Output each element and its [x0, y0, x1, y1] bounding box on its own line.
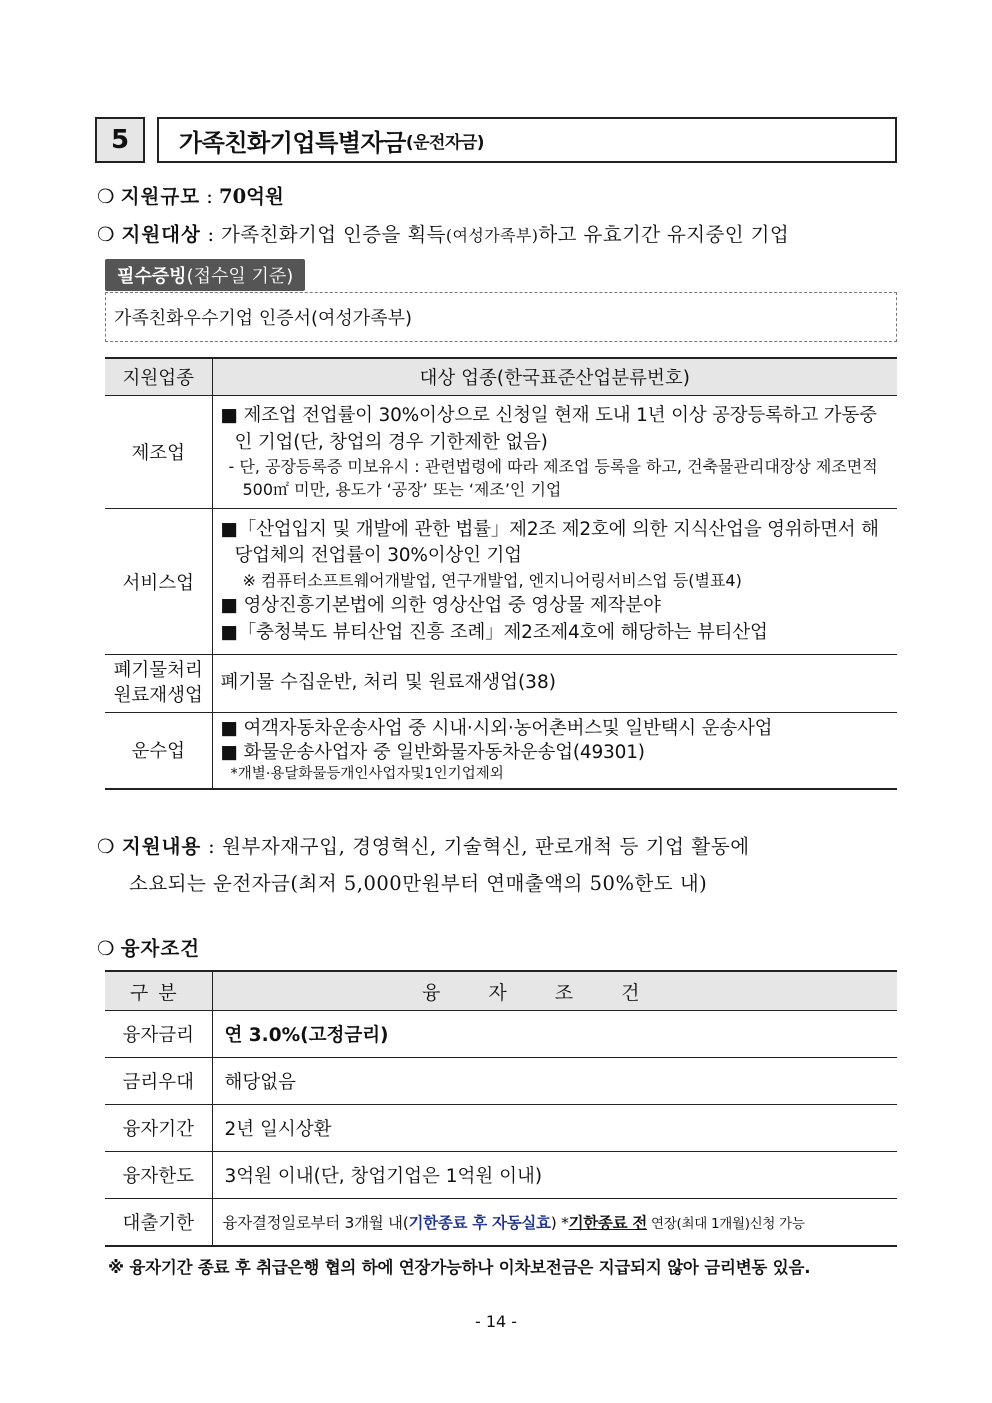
industry-header-col1: 지원업종	[105, 358, 212, 396]
section-number: 5	[95, 117, 145, 163]
industry-manufacturing-detail	[212, 396, 897, 509]
table-row	[105, 1058, 897, 1105]
support-target-text1: 가족친화기업 인증을 획득	[221, 223, 446, 246]
transport-item-2: ■ 화물운송사업자 중 일반화물자동차운송업(49301)	[220, 741, 645, 763]
loan-deadline-value	[212, 1199, 897, 1247]
footnote: ※ 융자기간 종료 후 취급은행 협의 하에 연장가능하나 이차보전금은 지급되지 않아 금리변동 있음.	[108, 1258, 811, 1277]
industry-transport: 운수업	[105, 713, 212, 789]
service-note: ※ 컴퓨터소프트웨어개발업, 연구개발업, 엔지니어링서비스업 등(별표4)	[242, 571, 742, 591]
table-row	[105, 713, 897, 789]
support-content-line1: 원부자재구입, 경영혁신, 기술혁신, 판로개척 등 기업 활동에	[222, 835, 750, 858]
support-target-small: (여성가족부)	[445, 226, 539, 245]
section-title-sub: (운전자금)	[405, 132, 485, 153]
table-row	[105, 1011, 897, 1058]
deadline-part-b: 기한종료 후 자동실효	[408, 1214, 551, 1232]
industry-waste	[105, 655, 212, 713]
support-content-line2: 소요되는 운전자금(최저 5,000만원부터 연매출액의 50%한도 내)	[129, 872, 708, 895]
support-target	[97, 219, 789, 247]
loan-limit-value: 3억원 이내(단, 창업기업은 1억원 이내)	[212, 1152, 897, 1199]
loan-period-value: 2년 일시상환	[212, 1105, 897, 1152]
circle-bullet-icon: ❍	[97, 937, 115, 960]
page-number: - 14 -	[474, 1312, 518, 1331]
support-scale-value: 70억원	[219, 185, 284, 208]
industry-waste-line2: 원료재생업	[113, 684, 203, 706]
circle-bullet-icon: ❍	[97, 835, 116, 858]
deadline-part-e: 연장(최대 1개월)신청 가능	[647, 1216, 805, 1232]
loan-header-col2: 융자조건	[212, 971, 897, 1011]
section-title	[157, 117, 897, 163]
industry-header-col2: 대상 업종(한국표준산업분류번호)	[212, 358, 897, 396]
loan-label: 융자조건	[120, 937, 201, 960]
loan-pref-value: 해당없음	[212, 1058, 897, 1105]
loan-pref-label: 금리우대	[105, 1058, 212, 1105]
loan-table	[105, 970, 897, 1247]
manufacturing-item-1: ■ 제조업 전업률이 30%이상으로 신청일 현재 도내 1년 이상 공장등록하고 가동중인 기업(단, 창업의 경우 기한제한 없음)	[220, 404, 877, 453]
section-title-main: 가족친화기업특별자금	[179, 128, 406, 157]
circle-bullet-icon: ❍	[97, 185, 115, 208]
loan-rate-label: 융자금리	[105, 1011, 212, 1058]
support-content-sep: :	[201, 835, 223, 858]
deadline-part-d: 기한종료 전	[568, 1214, 648, 1232]
industry-service: 서비스업	[105, 509, 212, 655]
support-target-label: 지원대상	[121, 223, 201, 246]
industry-table	[105, 357, 897, 790]
support-target-text2: 하고 유효기간 유지중인 기업	[538, 223, 790, 246]
support-content-label: 지원내용	[121, 835, 202, 858]
industry-table-header	[105, 358, 897, 396]
deadline-part-c: ) *	[550, 1214, 569, 1232]
table-row	[105, 509, 897, 655]
support-scale-sep: :	[200, 185, 220, 208]
support-scale	[97, 181, 284, 209]
loan-rate-value: 연 3.0%(고정금리)	[212, 1011, 897, 1058]
evidence-badge-normal: (접수일 기준)	[186, 266, 294, 287]
evidence-badge-bold: 필수증빙	[117, 266, 187, 287]
table-row	[105, 655, 897, 713]
service-item-2: ■ 영상진흥기본법에 의한 영상산업 중 영상물 제작분야	[220, 594, 661, 616]
industry-waste-line1: 폐기물처리	[113, 660, 203, 682]
circle-bullet-icon: ❍	[97, 223, 115, 246]
deadline-part-a: 융자결정일로부터 3개월 내(	[222, 1214, 409, 1232]
manufacturing-note: - 단, 공장등록증 미보유시 : 관련법령에 따라 제조업 등록을 하고, 건축물관리대장상 제조면적 500㎡ 미만, 용도가 ‘공장’ 또는 ‘제조’인 기업	[228, 457, 878, 499]
transport-note: *개별·용달화물등개인사업자및1인기업제외	[230, 765, 504, 782]
evidence-item: 가족친화우수기업 인증서(여성가족부)	[105, 292, 897, 342]
service-item-3: ■「충청북도 뷰티산업 진흥 조례」제2조제4호에 해당하는 뷰티산업	[220, 621, 768, 643]
support-target-sep: :	[200, 223, 222, 246]
loan-header-col1: 구분	[105, 971, 212, 1011]
industry-service-detail	[212, 509, 897, 655]
service-item-1: ■「산업입지 및 개발에 관한 법률」제2조 제2호에 의한 지식산업을 영위하면서 해당업체의 전업률이 30%이상인 기업	[220, 518, 879, 567]
support-content	[97, 831, 750, 859]
table-row	[105, 1105, 897, 1152]
loan-table-header	[105, 971, 897, 1011]
evidence-badge	[105, 259, 305, 291]
loan-period-label: 융자기간	[105, 1105, 212, 1152]
transport-item-1: ■ 여객자동차운송사업 중 시내·시외·농어촌버스및 일반택시 운송사업	[220, 717, 773, 739]
table-row	[105, 1199, 897, 1247]
support-scale-label: 지원규모	[120, 185, 201, 208]
loan-deadline-label: 대출기한	[105, 1199, 212, 1247]
table-row	[105, 396, 897, 509]
loan-limit-label: 융자한도	[105, 1152, 212, 1199]
industry-waste-detail: 폐기물 수집운반, 처리 및 원료재생업(38)	[212, 655, 897, 713]
industry-transport-detail	[212, 713, 897, 789]
loan-conditions-heading	[97, 933, 200, 961]
industry-manufacturing: 제조업	[105, 396, 212, 509]
table-row	[105, 1152, 897, 1199]
